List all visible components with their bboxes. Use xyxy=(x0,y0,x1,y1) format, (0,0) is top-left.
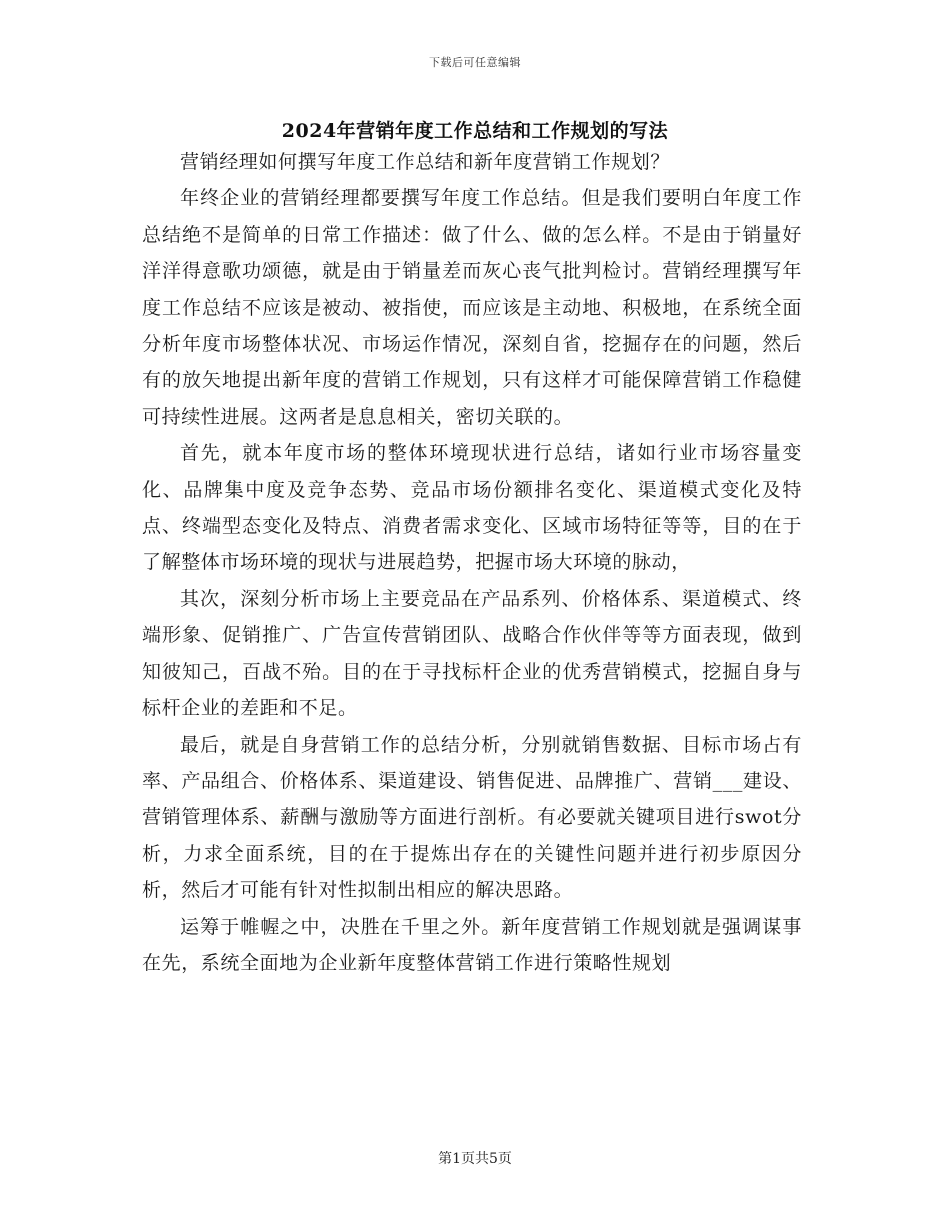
paragraph-first: 首先，就本年度市场的整体环境现状进行总结，诸如行业市场容量变化、品牌集中度及竞争态势、竞品市场份额排名变化、渠道模式变化及特点、终端型态变化及特点、消费者需求变化、区域市场特征等等，目的在于了解整体市场环境的现状与进展趋势，把握市场大环境的脉动， xyxy=(142,442,802,574)
paragraph-intro: 年终企业的营销经理都要撰写年度工作总结。但是我们要明白年度工作总结绝不是简单的日常工作描述：做了什么、做的怎么样。不是由于销量好洋洋得意歌功颂德，就是由于销量差而灰心丧气批判检讨。营销经理撰写年度工作总结不应该是被动、被指使，而应该是主动地、积极地，在系统全面分析年度市场整体状况、市场运作情况，深刻自省，挖掘存在的问题，然后有的放矢地提出新年度的营销工作规划，只有这样才可能保障营销工作稳健可持续性进展。这两者是息息相关，密切关联的。 xyxy=(142,187,802,428)
document-title: 2024年营销年度工作总结和工作规划的写法 xyxy=(281,120,669,142)
header-note: 下载后可任意编辑 xyxy=(429,56,521,69)
paragraph-second: 其次，深刻分析市场上主要竞品在产品系列、价格体系、渠道模式、终端形象、促销推广、广告宣传营销团队、战略合作伙伴等等方面表现，做到知彼知己，百战不殆。目的在于寻找标杆企业的优秀营销模式，挖掘自身与标杆企业的差距和不足。 xyxy=(142,587,802,720)
paragraph-planning: 运筹于帷幄之中，决胜在千里之外。新年度营销工作规划就是强调谋事在先，系统全面地为企业新年度整体营销工作进行策略性规划 xyxy=(142,915,802,974)
page-number: 第1页共5页 xyxy=(438,1151,512,1167)
paragraph-question: 营销经理如何撰写年度工作总结和新年度营销工作规划？ xyxy=(180,151,671,173)
document-body xyxy=(142,144,802,981)
paragraph-last: 最后，就是自身营销工作的总结分析，分别就销售数据、目标市场占有率、产品组合、价格体系、渠道建设、销售促进、品牌推广、营销___建设、营销管理体系、薪酬与激励等方面进行剖析。有必要就关键项目进行swot分析，力求全面系统，目的在于提炼出存在的关键性问题并进行初步原因分析，然后才可能有针对性拟制出相应的解决思路。 xyxy=(142,733,802,902)
